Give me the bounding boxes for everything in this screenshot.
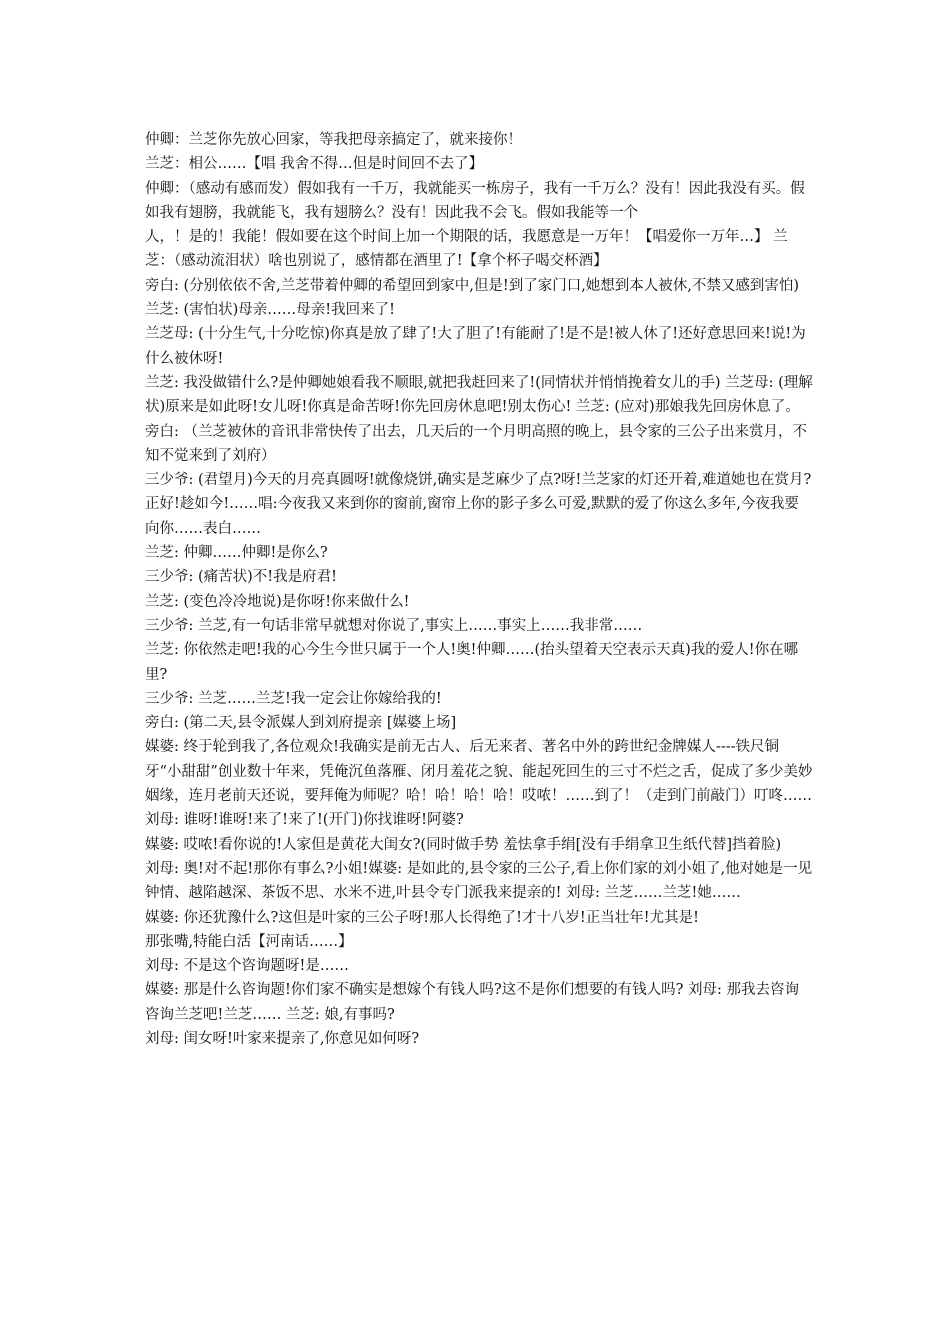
paragraph: 媒婆: 终于轮到我了,各位观众!我确实是前无古人、后无来者、著名中外的跨世纪金牌媒人----铁尺铜牙“小甜甜”创业数十年来，凭俺沉鱼落雁、闭月羞花之貌、能起死回生的三寸不烂之舌，促成了多少美妙姻缘，连月老前天还说，要拜俺为师呢？哈！哈！哈！哈！哎哝！……到了！（走到门前敲门）叮咚……: [145, 739, 813, 805]
paragraph: 兰芝: 你依然走吧!我的心今生今世只属于一个人!奥!仲卿……(抬头望着天空表示天真)我的爱人!你在哪里?: [145, 642, 799, 683]
paragraph: 旁白: (分别依依不舍,兰芝带着仲卿的希望回到家中,但是!到了家门口,她想到本人被休,不禁又感到害怕): [145, 277, 800, 294]
paragraph: 三少爷: 兰芝……兰芝!我一定会让你嫁给我的!: [145, 690, 442, 707]
paragraph: 媒婆: 哎哝!看你说的!人家但是黄花大闺女?(同时做手势 羞怯拿手绢[没有手绢拿卫生纸代替]挡着脸): [145, 836, 782, 853]
paragraph: 刘母: 闺女呀!叶家来提亲了,你意见如何呀?: [145, 1030, 420, 1047]
paragraph: 旁白: （兰芝被休的音讯非常快传了出去，几天后的一个月明高照的晚上，县令家的三公子出来赏月，不知不觉来到了刘府）: [145, 423, 807, 464]
paragraph: 刘母: 奥!对不起!那你有事么?小姐!媒婆: 是如此的,县令家的三公子,看上你们家的刘小姐了,他对她是一见钟情、越陷越深、茶饭不思、水米不进,叶县令专门派我来提亲的! 刘母: 兰芝……兰芝!她……: [145, 860, 813, 902]
paragraph: 媒婆: 你还犹豫什么?这但是叶家的三公子呀!那人长得绝了!才十八岁!正当壮年!尤其是!: [145, 909, 699, 926]
paragraph: 兰芝: 仲卿……仲卿!是你么?: [145, 545, 328, 562]
paragraph: 三少爷: (痛苦状)不!我是府君!: [145, 569, 337, 586]
paragraph: 兰芝: (变色冷冷地说)是你呀!你来做什么!: [145, 593, 410, 610]
paragraph: 兰芝母: (十分生气,十分吃惊)你真是放了肆了!大了胆了!有能耐了!是不是!被人休了!还好意思回来!说!为什么被休呀!: [145, 326, 806, 367]
document-page: [145, 128, 813, 1051]
paragraph: 兰芝: (害怕状)母亲……母亲!我回来了!: [145, 302, 395, 319]
paragraph: 三少爷: 兰芝,有一句话非常早就想对你说了,事实上……事实上……我非常……: [145, 617, 643, 634]
paragraph: 媒婆: 那是什么咨询题!你们家不确实是想嫁个有钱人吗?这不是你们想要的有钱人吗? 刘母: 那我去咨询咨询兰芝吧!兰芝…… 兰芝: 娘,有事吗?: [145, 982, 799, 1023]
paragraph: 兰芝：相公……【唱 我舍不得…但是时间回不去了】: [145, 156, 484, 173]
paragraph: 人，！是的！我能！假如要在这个时间上加一个期限的话，我愿意是一万年！【唱爱你一万年…】 兰芝：（感动流泪状）啥也别说了，感情都在酒里了!【拿个杯子喝交杯酒】: [145, 229, 788, 270]
paragraph: 旁白: (第二天,县令派媒人到刘府提亲 [媒婆上场]: [145, 715, 457, 732]
paragraph: 仲卿：（感动有感而发）假如我有一千万，我就能买一栋房子，我有一千万么？没有！因此我没有买。假如我有翅膀，我就能飞，我有翅膀么？没有！因此我不会飞。假如我能等一个: [145, 180, 805, 221]
paragraph: 兰芝: 我没做错什么?是仲卿她娘看我不顺眼,就把我赶回来了!(同情状并悄悄挽着女儿的手) 兰芝母: (理解状)原来是如此呀!女儿呀!你真是命苦呀!你先回房休息吧!别太伤心! 兰芝: (应对)那娘我先回房休息了。: [145, 374, 813, 416]
paragraph: 那张嘴,特能白活【河南话……】: [145, 933, 353, 950]
paragraph: 仲卿：兰芝你先放心回家，等我把母亲搞定了，就来接你！: [145, 132, 522, 148]
paragraph: 三少爷: (君望月)今天的月亮真圆呀!就像烧饼,确实是芝麻少了点?呀!兰芝家的灯还开着,难道她也在赏月?正好!趁如今!……唱:今夜我又来到你的窗前,窗帘上你的影子多么可爱,默默的爱了你这么多年,今夜我要向你……表白……: [145, 472, 812, 537]
paragraph: 刘母: 谁呀!谁呀!来了!来了!(开门)你找谁呀!阿婆?: [145, 812, 464, 829]
paragraph: 刘母: 不是这个咨询题呀!是……: [145, 958, 349, 975]
